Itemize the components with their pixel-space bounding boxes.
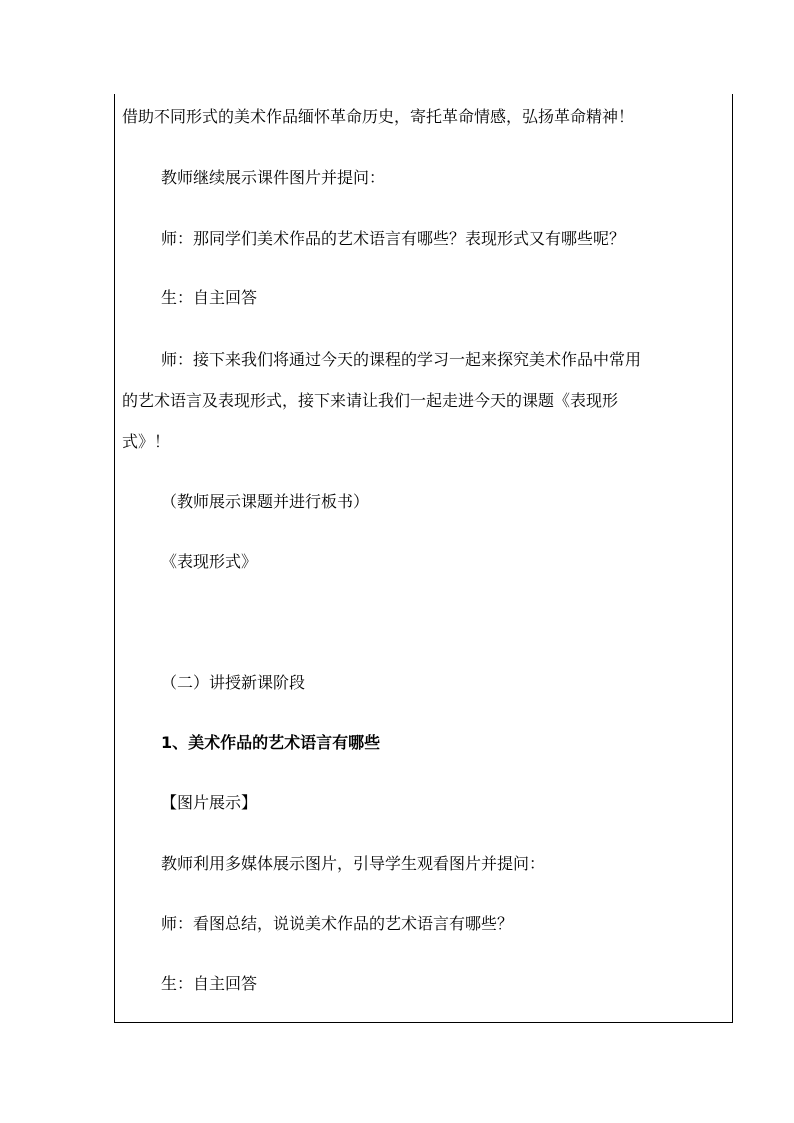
- text-line-teacher-summary-question: 师：看图总结，说说美术作品的艺术语言有哪些？: [161, 914, 514, 933]
- text-line-teacher-multimedia: 教师利用多媒体展示图片，引导学生观看图片并提问：: [161, 854, 546, 873]
- text-line-teacher-next-continued: 的艺术语言及表现形式，接下来请让我们一起走进今天的课题《表现形: [122, 391, 619, 410]
- text-line-teacher-shows-slides: 教师继续展示课件图片并提问：: [161, 168, 386, 187]
- text-line-teacher-question: 师：那同学们美术作品的艺术语言有哪些？表现形式又有哪些呢？: [161, 229, 626, 248]
- text-line-intro: 借助不同形式的美术作品缅怀革命历史，寄托革命情感，弘扬革命精神！: [122, 107, 635, 126]
- text-line-teacher-next: 师：接下来我们将通过今天的课程的学习一起来探究美术作品中常用: [161, 350, 642, 369]
- text-line-teacher-next-end: 式》！: [122, 432, 171, 451]
- text-line-image-display: 【图片展示】: [161, 793, 258, 812]
- text-line-student-answer: 生：自主回答: [161, 288, 258, 307]
- subsection-heading-art-language: 1、美术作品的艺术语言有哪些: [161, 733, 381, 752]
- text-line-board-note: （教师展示课题并进行板书）: [161, 492, 370, 511]
- text-line-student-answer-2: 生：自主回答: [161, 974, 258, 993]
- text-line-lesson-title: 《表现形式》: [161, 552, 258, 571]
- section-heading-new-lesson: （二）讲授新课阶段: [161, 673, 306, 692]
